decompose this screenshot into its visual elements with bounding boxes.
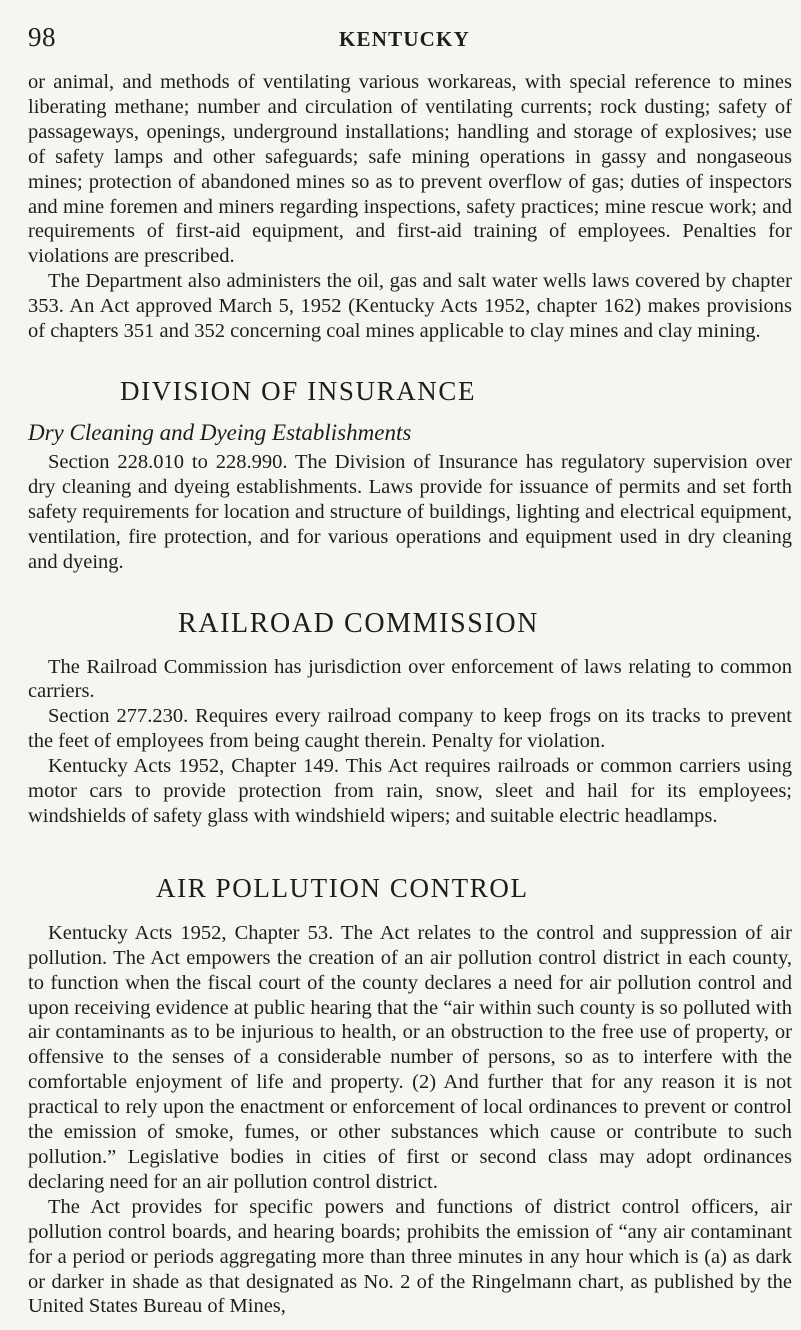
running-header — [28, 22, 792, 70]
heading-air-pollution-control: AIR POLLUTION CONTROL — [156, 872, 529, 903]
paragraph-mines-continued: or animal, and methods of ventilating various workareas, with special reference to mines liberating methane; number and circulation of ventilating currents; rock dusting; safety of passageways, openings, underground installations; handling and storage of explosives; use of safety lamps and other safeguards; safe mining operations in gassy and nongaseous mines; protection of abandoned mines so as to prevent overflow of gas; duties of inspectors and mine foremen and miners regarding inspections, safety practices; mine rescue work; and requirements of first-aid equipment, and first-aid training of employees. Penalties for violations are prescribed. — [28, 71, 792, 268]
document-page — [28, 22, 792, 1319]
paragraph-air-functions: The Act provides for specific powers and functions of district control officers, air pollution control boards, and hearing boards; prohibits the emission of “any air contaminant for a period or periods aggregating more than three minutes in any hour which is (a) as dark or darker in shade as that designated as No. 2 of the Ringelmann chart, as published by the United States Bureau of Mines, — [28, 1195, 792, 1318]
subheading-dry-cleaning: Dry Cleaning and Dyeing Establishments — [28, 419, 412, 445]
paragraph-railroad-frogs: Section 277.230. Requires every railroad company to keep frogs on its tracks to prevent the feet of employees from being caught therein. Penalty for violation. — [28, 705, 792, 753]
heading-railroad-commission: RAILROAD COMMISSION — [178, 607, 539, 639]
paragraph-oil-gas: The Department also administers the oil, gas and salt water wells laws covered by chapter 353. An Act approved March 5, 1952 (Kentucky Acts 1952, chapter 162) makes provisions of chapters 351 and 352 concerning coal mines applicable to clay mines and clay mining. — [28, 270, 792, 343]
page-number: 98 — [28, 22, 56, 52]
paragraph-dry-cleaning: Section 228.010 to 228.990. The Division of Insurance has regulatory supervision over dry cleaning and dyeing establishments. Laws provide for issuance of permits and set forth safety requirements for location and structure of buildings, lighting and electrical equipment, ventilation, fire protection, and for various operations and equipment used in dry cleaning and dyeing. — [28, 450, 792, 573]
heading-division-of-insurance: DIVISION OF INSURANCE — [120, 375, 477, 406]
running-title: KENTUCKY — [339, 27, 470, 51]
paragraph-railroad-acts: Kentucky Acts 1952, Chapter 149. This Act requires railroads or common carriers using motor cars to provide protection from rain, snow, sleet and hail for its employees; windshields of safety glass with windshield wipers; and suitable electric headlamps. — [28, 755, 792, 827]
paragraph-air-intro: Kentucky Acts 1952, Chapter 53. The Act relates to the control and suppression of air pollution. The Act empowers the creation of an air pollution control district in each county, to function when the fiscal court of the county declares a need for air pollution control and upon receiving evidence at public hearing that the “air within such county is so polluted with air contaminants as to be injurious to health, or an obstruction to the free use of property, or offensive to the senses of a considerable number of persons, so as to interfere with the comfortable enjoyment of life and property. (2) And further that for any reason it is not practical to rely upon the enactment or enforcement of local ordinances to prevent or control the emission of smoke, fumes, or other substances which cause or contribute to such pollution.” Legislative bodies in cities of first or second class may adopt ordinances declaring need for an air pollution control district. — [28, 921, 792, 1193]
paragraph-railroad-intro: The Railroad Commission has jurisdiction over enforcement of laws relating to common carriers. — [28, 655, 792, 703]
